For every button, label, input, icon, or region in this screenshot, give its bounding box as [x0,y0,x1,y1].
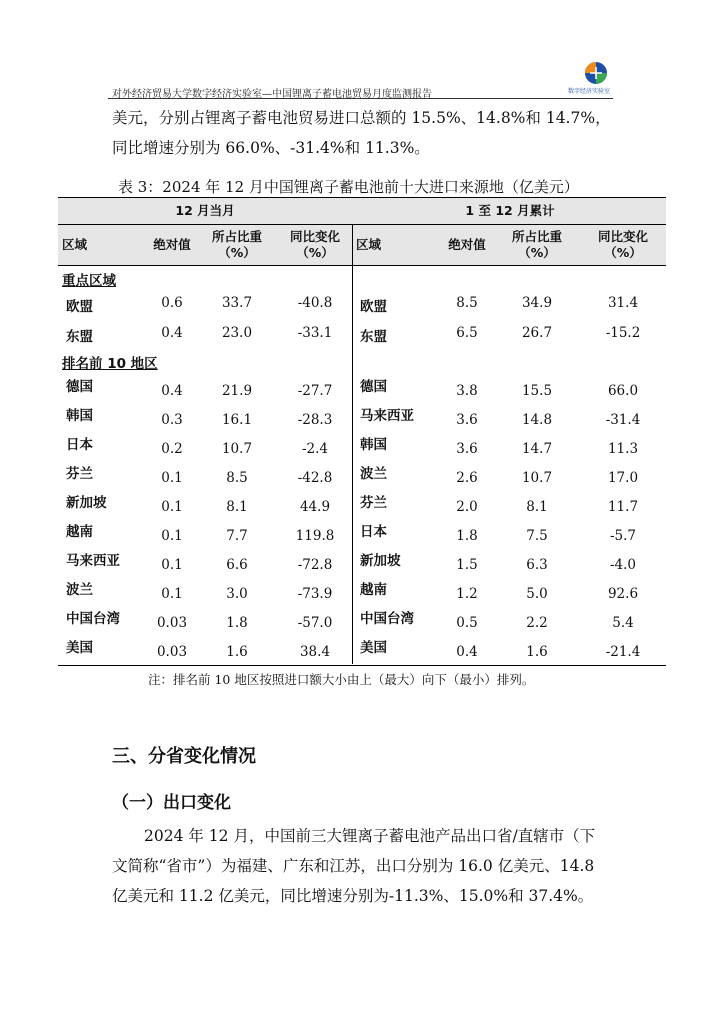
yoy-month-cell: -28.3 [297,412,333,428]
body-line-2: 文简称“省市”）为福建、广东和江苏，出口分别为 16.0 亿美元、14.8 [112,857,595,875]
absolute-cumulative-cell: 3.8 [456,383,478,399]
region-cumulative-cell: 越南 [360,582,387,598]
share-cumulative-cell: 1.6 [526,644,548,660]
absolute-cumulative-cell: 1.2 [456,586,478,602]
yoy-month-cell: -2.4 [301,441,329,457]
share-cumulative-cell: 14.7 [521,441,553,457]
intro-line-1: 美元，分别占锂离子蓄电池贸易进口总额的 15.5%、14.8%和 14.7%， [112,109,611,127]
absolute-month-cell: 0.1 [161,528,183,544]
yoy-month-cell: -72.8 [297,557,333,573]
share-month-cell: 7.7 [226,528,248,544]
region-month-cell: 日本 [66,437,93,453]
region-cumulative-cell: 韩国 [360,437,387,453]
region-month-cell: 芬兰 [66,466,93,482]
share-month-cell: 1.8 [226,615,248,631]
yoy-cumulative-cell: 31.4 [607,295,639,311]
yoy-cumulative-cell: -5.7 [609,528,637,544]
table-note: 注：排名前 10 地区按照进口额大小由上（最大）向下（最小）排列。 [148,672,535,687]
share-cumulative-cell: 8.1 [526,499,548,515]
region-month-cell: 东盟 [66,329,93,345]
region-cumulative-cell: 日本 [360,524,387,540]
yoy-month-cell: -57.0 [297,615,333,631]
section-label-top10: 排名前 10 地区 [62,356,158,372]
region-cumulative-cell: 美国 [360,640,387,656]
share-month-cell: 23.0 [221,325,253,341]
table-column-divider [352,224,353,664]
region-month-cell: 新加坡 [66,495,107,511]
group-header-month: 12 月当月 [175,203,235,218]
yoy-cumulative-cell: 92.6 [607,586,639,602]
yoy-cumulative-cell: -15.2 [605,325,641,341]
yoy-month-cell: 119.8 [295,528,335,544]
col-header-yoy: 同比变化 （%） [289,229,340,260]
region-cumulative-cell: 中国台湾 [360,611,414,627]
section-heading: 三、分省变化情况 [112,746,256,767]
share-month-cell: 33.7 [221,295,253,311]
col-header-yoy-cumulative: 同比变化 （%） [597,229,648,260]
absolute-cumulative-cell: 0.5 [456,615,478,631]
col-header-region-cumulative: 区域 [356,237,382,252]
yoy-cumulative-cell: -21.4 [605,644,641,660]
region-month-cell: 德国 [66,379,93,395]
subsection-heading: （一）出口变化 [112,793,231,813]
share-cumulative-cell: 14.8 [521,412,553,428]
section-label-key-regions: 重点区域 [62,273,116,289]
absolute-cumulative-cell: 2.6 [456,470,478,486]
absolute-cumulative-cell: 1.5 [456,557,478,573]
table-caption: 表 3：2024 年 12 月中国锂离子蓄电池前十大进口来源地（亿美元） [118,178,579,196]
absolute-cumulative-cell: 2.0 [456,499,478,515]
absolute-cumulative-cell: 0.4 [456,644,478,660]
share-month-cell: 3.0 [226,586,248,602]
yoy-month-cell: -73.9 [297,586,333,602]
import-sources-table [58,197,666,667]
absolute-month-cell: 0.03 [156,615,188,631]
share-cumulative-cell: 34.9 [521,295,553,311]
yoy-cumulative-cell: 11.7 [607,499,639,515]
yoy-month-cell: -33.1 [297,325,333,341]
share-month-cell: 1.6 [226,644,248,660]
absolute-month-cell: 0.1 [161,557,183,573]
region-month-cell: 波兰 [66,582,93,598]
region-cumulative-cell: 新加坡 [360,553,401,569]
region-month-cell: 马来西亚 [66,553,120,569]
region-month-cell: 欧盟 [66,299,93,315]
col-header-share: 所占比重 （%） [211,229,262,260]
region-month-cell: 越南 [66,524,93,540]
yoy-cumulative-cell: 17.0 [607,470,639,486]
absolute-month-cell: 0.6 [161,295,183,311]
absolute-cumulative-cell: 3.6 [456,441,478,457]
region-cumulative-cell: 欧盟 [360,299,387,315]
share-month-cell: 6.6 [226,557,248,573]
region-month-cell: 韩国 [66,408,93,424]
region-cumulative-cell: 芬兰 [360,495,387,511]
share-cumulative-cell: 6.3 [526,557,548,573]
absolute-month-cell: 0.4 [161,325,183,341]
region-month-cell: 中国台湾 [66,611,120,627]
share-cumulative-cell: 26.7 [521,325,553,341]
header-divider [108,98,613,99]
yoy-cumulative-cell: -4.0 [609,557,637,573]
region-cumulative-cell: 德国 [360,379,387,395]
group-header-cumulative: 1 至 12 月累计 [465,203,555,218]
share-cumulative-cell: 15.5 [521,383,553,399]
yoy-month-cell: 38.4 [299,644,331,660]
region-cumulative-cell: 波兰 [360,466,387,482]
share-month-cell: 21.9 [221,383,253,399]
yoy-month-cell: 44.9 [299,499,331,515]
share-cumulative-cell: 5.0 [526,586,548,602]
absolute-month-cell: 0.3 [161,412,183,428]
intro-line-2: 同比增速分别为 66.0%、-31.4%和 11.3%。 [112,139,430,157]
share-cumulative-cell: 10.7 [521,470,553,486]
logo-caption: 数字经济实验室 [568,88,611,95]
share-month-cell: 10.7 [221,441,253,457]
col-header-region: 区域 [62,237,88,252]
col-header-absolute: 绝对值 [153,237,191,252]
share-cumulative-cell: 2.2 [526,615,548,631]
share-cumulative-cell: 7.5 [526,528,548,544]
absolute-month-cell: 0.03 [156,644,188,660]
region-cumulative-cell: 东盟 [360,329,387,345]
yoy-month-cell: -27.7 [297,383,333,399]
body-line-3: 亿美元和 11.2 亿美元，同比增速分别为-11.3%、15.0%和 37.4%。 [112,887,594,905]
region-cumulative-cell: 马来西亚 [360,408,414,424]
col-header-absolute-cumulative: 绝对值 [448,237,486,252]
body-line-1: 2024 年 12 月，中国前三大锂离子蓄电池产品出口省/直辖市（下 [144,827,596,845]
absolute-cumulative-cell: 3.6 [456,412,478,428]
absolute-month-cell: 0.1 [161,499,183,515]
share-month-cell: 8.1 [226,499,248,515]
col-header-share-cumulative: 所占比重 （%） [511,229,562,260]
absolute-cumulative-cell: 8.5 [456,295,478,311]
absolute-cumulative-cell: 1.8 [456,528,478,544]
report-header-title: 对外经济贸易大学数字经济实验室—中国锂离子蓄电池贸易月度监测报告 [112,89,432,100]
yoy-cumulative-cell: -31.4 [605,412,641,428]
yoy-month-cell: -40.8 [297,295,333,311]
yoy-cumulative-cell: 11.3 [607,441,639,457]
share-month-cell: 16.1 [221,412,253,428]
absolute-month-cell: 0.1 [161,586,183,602]
region-month-cell: 美国 [66,640,93,656]
yoy-cumulative-cell: 66.0 [607,383,639,399]
yoy-cumulative-cell: 5.4 [612,615,634,631]
absolute-cumulative-cell: 6.5 [456,325,478,341]
absolute-month-cell: 0.2 [161,441,183,457]
share-month-cell: 8.5 [226,470,248,486]
absolute-month-cell: 0.4 [161,383,183,399]
yoy-month-cell: -42.8 [297,470,333,486]
absolute-month-cell: 0.1 [161,470,183,486]
